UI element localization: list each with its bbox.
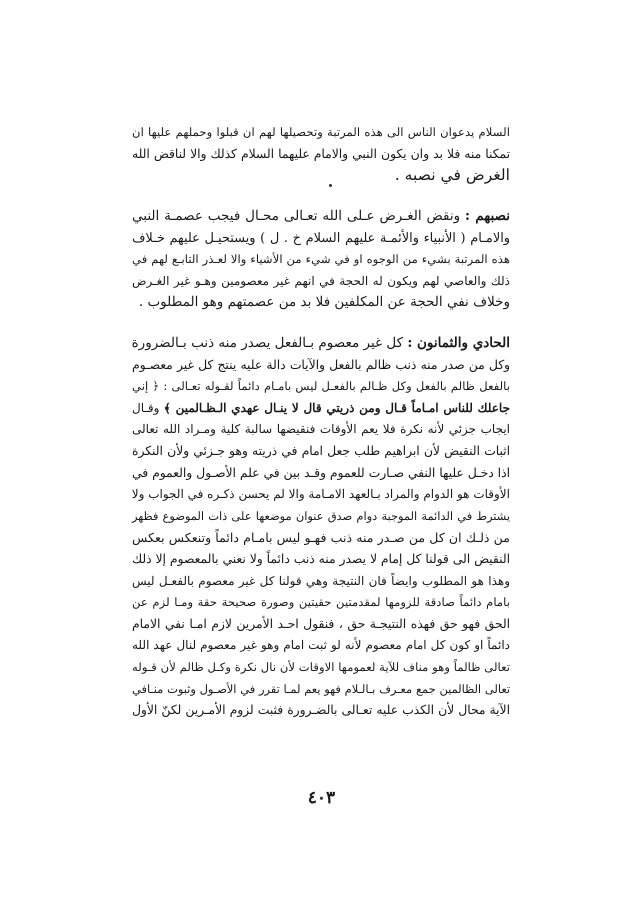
text-run: ونقض الغـرض عـلى الله تعـالى محـال فيجب عصمـة النبي xyxy=(132,208,465,224)
text-line: تمكنا منه فلا بد وان يكون النبي والامام عليهما السلام كذلك والا لناقض الله xyxy=(132,146,510,161)
text-run: وقـال xyxy=(132,400,164,415)
text-line: بالفعل ظالم بالفعل وكل ظـالم بالفعـل ليس بامـام دائماً لقـوله تعـالى : ﴿ إني xyxy=(132,379,510,394)
text-line: الأوقات هو الدوام والمراد بـالعهد الامـامة والا لم يحسن ذكـره في الجواب ولا xyxy=(131,487,510,502)
text-line: والامـام ( الأنبياء والأئمـة عليهم السلام خ . ل ) ويستحيـل عليهم خـلاف xyxy=(132,230,510,246)
paragraph-1 xyxy=(132,122,510,187)
text-line: النقيض الى قولنا كل إمام لا يصدر منه ذنب دائماً ولا نعني بالمعصوم إلا ذلك xyxy=(132,551,510,566)
text-line: الحق فهو حق فهذه النتيجـة حق ، فنقول احـد الأمرين لازم امـا نفي الامام xyxy=(132,616,510,631)
page-number: ٤٠٣ xyxy=(307,788,336,808)
text-line: بامام دائماً صادقة للزومها لمقدمتين حقيتين وصورة صحيحة حقة ومـا لزم عن xyxy=(132,595,510,610)
text-line: اذا دخـل عليها النفي صـارت للعموم وقـد بين في علم الأصـول والعموم في xyxy=(132,465,510,480)
text-line: تعالى ظالماً وهو مناف للآية لعمومها الاوقات لأن نال نكرة وكـل ظالم لأن قـوله xyxy=(132,659,510,674)
text-line: وهذا هو المطلوب وايضاً فان النتيجة وهي قولنا كل غير معصوم بالفعـل ليس xyxy=(132,573,510,588)
text-line: اثبات النقيض لأن ابراهيم طلب جعل امام في ذريته وهو جـزئي ولأن النكرة xyxy=(132,443,510,458)
text-line xyxy=(132,398,510,420)
text-line: السلام يدعوان الناس الى هذه المرتبة وتحصيلها لهم ان قبلوا وحملهم عليها ان xyxy=(132,125,510,139)
text-line: ذلك والعاصي لهم ويكون له الحجة في انهم غير معصومين وهـو غير الغـرض xyxy=(132,273,510,288)
text-line: الآية محال لأن الكذب عليه تعـالى بالضـرورة فثبت لزوم الأمـرين لكنّ الأول xyxy=(132,703,510,718)
paragraph-heading: الحادي والثمانون : xyxy=(407,335,510,351)
paragraph-heading: نصبهم : xyxy=(464,208,510,224)
text-line: وكل من صدر منه ذنب ظالم بالفعل والآيات دالة عليه ينتج كل غير معصـوم xyxy=(132,357,510,372)
text-line: هذه المرتبة بشيء من الوجوه او في شيء من الأشياء والا لعـذر التابـع لهم في xyxy=(132,252,510,267)
text-line: الغرض في نصبه . xyxy=(394,166,510,185)
text-line: يشترط في الدائمة الموجبة دوام صدق عنوان موضعها على ذات الموضوع فظهر xyxy=(132,508,510,523)
text-line: ايجاب جزئي لأنه نكرة فلا يعم الأوقات فنقيضها سالبة كلية ومـراد الله تعالى xyxy=(132,422,510,437)
text-line: من ذلـك ان كل من صـدر منه ذنب فهـو ليس بامـام دائماً وتنعكس بعكس xyxy=(132,530,510,546)
stray-dot xyxy=(329,184,332,187)
quran-verse: جاعلك للناس امـاماً قـال ومن ذريتي قال لا ينـال عهدي الـظـالمين ﴾ xyxy=(163,400,510,415)
text-line xyxy=(132,206,510,228)
text-line: وخلاف نفي الحجة عن المكلفين فلا بد من عصمتهم وهو المطلوب . xyxy=(138,294,510,311)
text-line xyxy=(132,333,510,355)
paragraph-3 xyxy=(132,333,510,722)
text-run: كل غير معصوم بـالفعل يصدر منه ذنب بـالضرورة xyxy=(131,335,408,351)
text-line: تعالى الظالمين جمع معـرف بـالـلام فهو يعم لمـا تقرر في الأصـول وثبوت منـافي xyxy=(132,681,510,696)
paragraph-2 xyxy=(132,206,510,314)
text-line: دائماً او كون كل امام معصوم لأنه لو ثبت امام وهو غير معصوم لنال عهد الله xyxy=(132,638,510,653)
